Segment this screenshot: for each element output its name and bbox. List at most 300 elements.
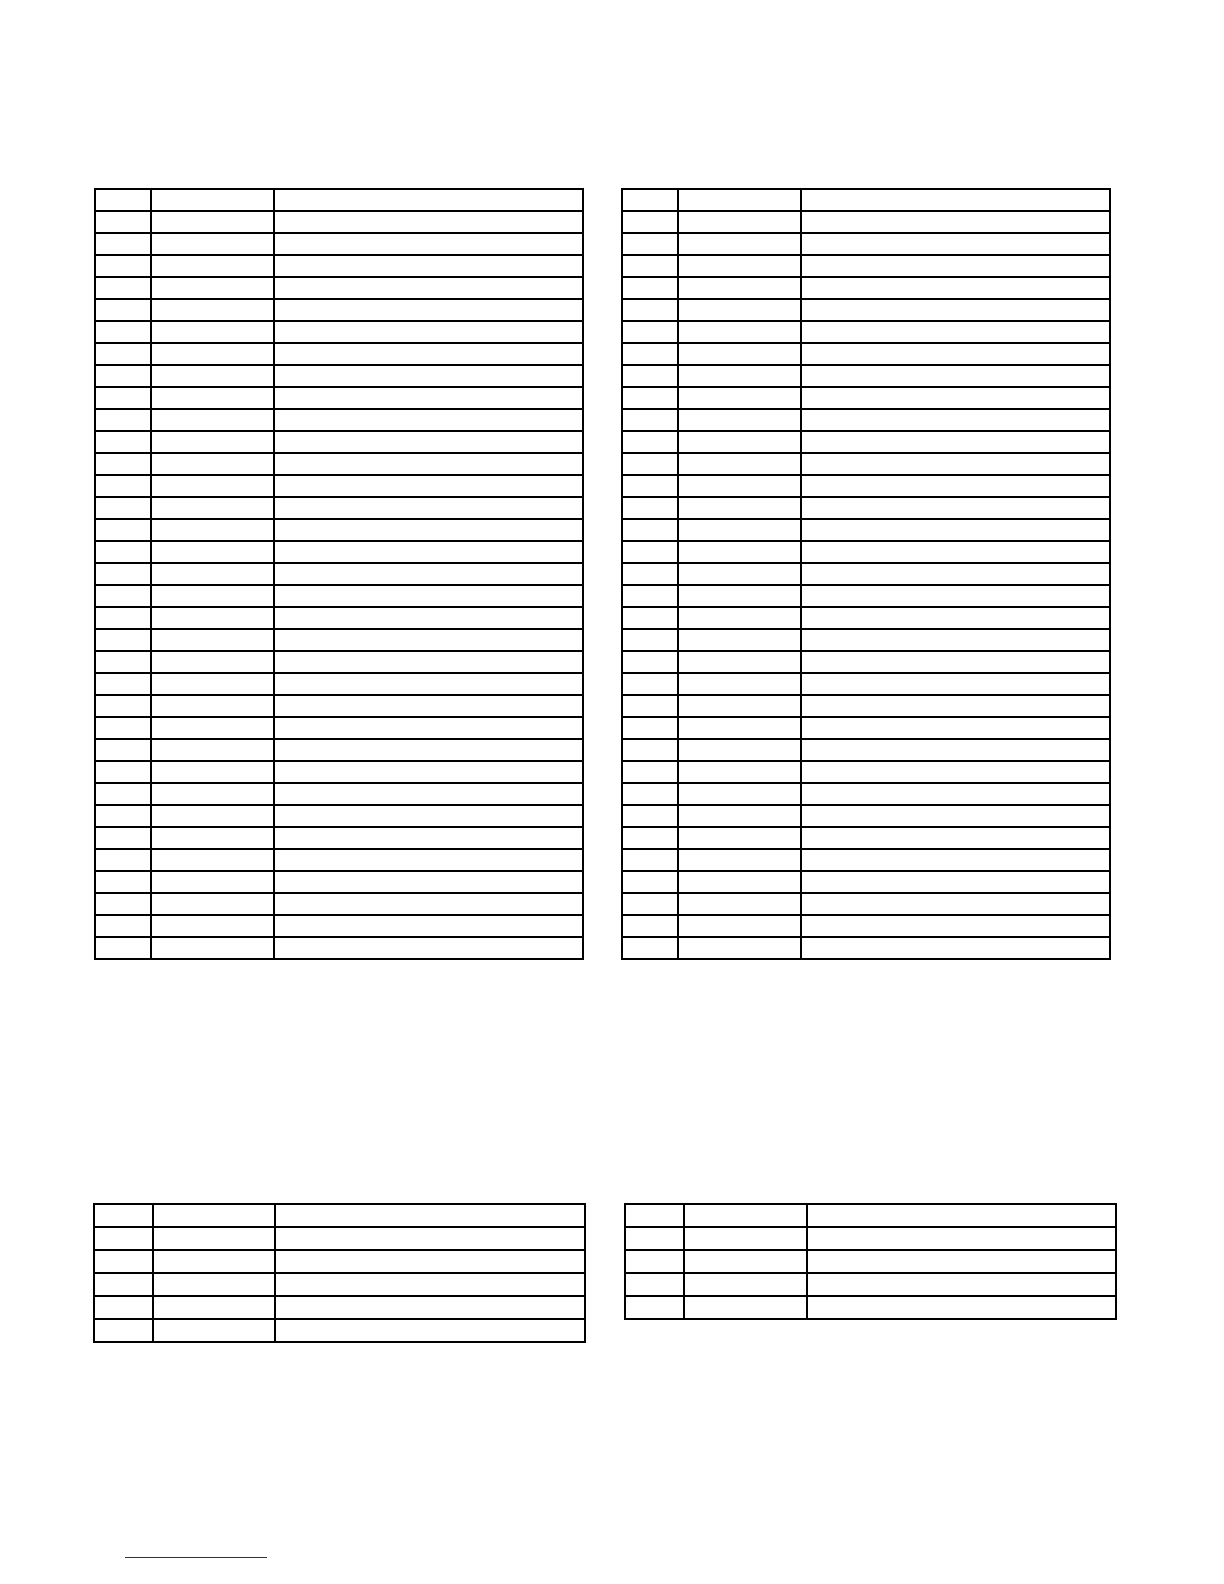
table-body [622,189,1110,959]
table-cell [151,277,274,299]
table-cell [95,211,151,233]
table-cell [801,871,1110,893]
table-row [622,915,1110,937]
table-body [95,189,583,959]
table-cell [274,849,583,871]
table-cell [622,431,678,453]
table-cell [274,915,583,937]
table-cell [678,827,801,849]
table-cell [622,695,678,717]
table-cell [274,739,583,761]
table-cell [274,805,583,827]
table-cell [801,277,1110,299]
table-cell [625,1227,684,1250]
table-cell [151,651,274,673]
table-cell [678,695,801,717]
table-cell [151,673,274,695]
table-cell [678,585,801,607]
table-row [95,827,583,849]
table-cell [622,563,678,585]
table-cell [274,893,583,915]
table-cell [274,585,583,607]
table-row [622,519,1110,541]
table-row [622,849,1110,871]
table-cell [95,585,151,607]
table-body [625,1204,1116,1319]
table-row [622,629,1110,651]
table-bottom-left [93,1203,586,1343]
table-cell [622,651,678,673]
table-cell [678,255,801,277]
table-cell [622,717,678,739]
table-row [94,1273,585,1296]
table-row [94,1227,585,1250]
table-row [95,761,583,783]
table-cell [801,629,1110,651]
table-row [622,343,1110,365]
table-cell [678,233,801,255]
table-row [622,761,1110,783]
table-cell [274,673,583,695]
table-row [622,563,1110,585]
table-row [94,1319,585,1342]
table-cell [801,189,1110,211]
table-cell [95,827,151,849]
table-cell [274,519,583,541]
table-cell [801,343,1110,365]
table-cell [151,871,274,893]
table-cell [274,783,583,805]
table-cell [151,299,274,321]
table-cell [153,1319,275,1342]
table-cell [151,761,274,783]
table-cell [625,1296,684,1319]
table-cell [801,255,1110,277]
table-cell [95,717,151,739]
table-cell [151,783,274,805]
table-row [622,453,1110,475]
table-cell [274,563,583,585]
table-row [622,431,1110,453]
table-cell [678,189,801,211]
table-cell [94,1296,153,1319]
table-row [95,321,583,343]
table-row [95,607,583,629]
table-cell [151,541,274,563]
table-cell [153,1250,275,1273]
table-cell [151,255,274,277]
table-cell [801,365,1110,387]
table-cell [622,453,678,475]
table-cell [95,277,151,299]
table-cell [801,783,1110,805]
table-row [622,805,1110,827]
table-cell [678,629,801,651]
table-cell [801,299,1110,321]
table-cell [274,233,583,255]
table-cell [801,321,1110,343]
table-cell [274,189,583,211]
table-cell [678,519,801,541]
table-cell [801,563,1110,585]
table-cell [275,1204,585,1227]
table-cell [678,541,801,563]
table-row [95,915,583,937]
table-row [95,211,583,233]
table-cell [274,255,583,277]
table-row [622,717,1110,739]
table-cell [95,761,151,783]
table-cell [151,849,274,871]
table-row [625,1250,1116,1273]
table-cell [94,1227,153,1250]
table-row [625,1273,1116,1296]
table-cell [678,475,801,497]
table-cell [678,365,801,387]
table-row [95,805,583,827]
table-row [625,1296,1116,1319]
table-cell [622,497,678,519]
table-cell [678,893,801,915]
table-row [94,1204,585,1227]
table-cell [151,409,274,431]
table-cell [801,431,1110,453]
table-cell [801,211,1110,233]
table-cell [151,497,274,519]
table-cell [275,1296,585,1319]
table-cell [678,299,801,321]
table-cell [151,607,274,629]
table-cell [801,585,1110,607]
table-cell [275,1227,585,1250]
table-row [95,277,583,299]
table-row [622,651,1110,673]
table-cell [95,497,151,519]
table-cell [151,717,274,739]
table-cell [95,519,151,541]
table-cell [678,761,801,783]
table-cell [678,211,801,233]
table-row [622,871,1110,893]
table-cell [151,937,274,959]
table-cell [625,1204,684,1227]
table-cell [274,607,583,629]
table-cell [801,651,1110,673]
table-cell [807,1250,1116,1273]
table-cell [274,651,583,673]
table-cell [622,189,678,211]
table-cell [274,387,583,409]
table-cell [801,475,1110,497]
table-cell [801,937,1110,959]
table-cell [678,409,801,431]
table-cell [622,739,678,761]
table-row [95,937,583,959]
table-cell [275,1250,585,1273]
table-cell [151,431,274,453]
table-cell [151,827,274,849]
table-cell [801,497,1110,519]
table-cell [622,387,678,409]
table-row [95,189,583,211]
table-cell [151,321,274,343]
table-cell [622,365,678,387]
table-cell [274,409,583,431]
table-row [95,343,583,365]
table-cell [622,805,678,827]
table-row [622,937,1110,959]
table-cell [94,1250,153,1273]
table-cell [622,299,678,321]
table-row [95,673,583,695]
table-cell [684,1273,807,1296]
table-cell [678,937,801,959]
table-row [622,255,1110,277]
table-cell [274,937,583,959]
footnote-separator-line [125,1557,267,1558]
table-row [95,563,583,585]
table-cell [684,1204,807,1227]
table-cell [151,695,274,717]
table-cell [678,849,801,871]
table-cell [678,563,801,585]
table-cell [801,827,1110,849]
table-cell [622,827,678,849]
table-row [622,783,1110,805]
table-row [622,695,1110,717]
table-cell [151,211,274,233]
table-cell [622,893,678,915]
table-cell [622,233,678,255]
table-cell [275,1319,585,1342]
table-row [95,497,583,519]
table-cell [274,761,583,783]
table-cell [801,893,1110,915]
table-top-left [94,188,584,960]
table-cell [678,387,801,409]
table-cell [274,453,583,475]
table-row [95,849,583,871]
table-cell [801,915,1110,937]
table-cell [807,1204,1116,1227]
table-top-right [621,188,1111,960]
table-cell [622,277,678,299]
table-cell [678,431,801,453]
table-row [95,783,583,805]
table-cell [274,541,583,563]
table-row [95,541,583,563]
table-cell [678,497,801,519]
table-cell [95,255,151,277]
table-cell [274,717,583,739]
table-cell [801,739,1110,761]
table-cell [95,233,151,255]
table-cell [622,519,678,541]
table-cell [622,849,678,871]
table-cell [151,233,274,255]
table-cell [801,805,1110,827]
table-cell [622,761,678,783]
table-row [622,365,1110,387]
table-row [95,233,583,255]
table-cell [153,1227,275,1250]
table-cell [151,893,274,915]
table-cell [274,299,583,321]
table-row [622,607,1110,629]
table-cell [807,1227,1116,1250]
table-cell [801,695,1110,717]
table-cell [274,497,583,519]
table-cell [622,321,678,343]
table-row [95,409,583,431]
table-cell [95,739,151,761]
table-row [95,299,583,321]
table-cell [622,211,678,233]
table-row [622,233,1110,255]
table-cell [801,849,1110,871]
table-cell [274,343,583,365]
table-row [95,651,583,673]
table-cell [95,299,151,321]
table-cell [678,321,801,343]
table-cell [151,453,274,475]
table-row [95,255,583,277]
table-cell [275,1273,585,1296]
table-cell [95,783,151,805]
table-cell [625,1273,684,1296]
table-row [622,409,1110,431]
table-row [622,299,1110,321]
table-row [95,717,583,739]
table-cell [95,541,151,563]
table-cell [95,651,151,673]
table-row [625,1204,1116,1227]
table-cell [622,585,678,607]
table-cell [678,915,801,937]
table-cell [622,629,678,651]
table-cell [274,431,583,453]
table-cell [95,805,151,827]
table-cell [151,189,274,211]
table-cell [95,365,151,387]
table-cell [151,387,274,409]
table-bottom-right [624,1203,1117,1320]
table-cell [622,673,678,695]
table-cell [801,519,1110,541]
table-row [94,1250,585,1273]
table-cell [622,607,678,629]
table-cell [274,321,583,343]
table-cell [678,783,801,805]
table-row [94,1296,585,1319]
table-cell [274,277,583,299]
table-cell [151,629,274,651]
table-row [95,695,583,717]
table-cell [151,915,274,937]
table-cell [151,343,274,365]
table-row [95,431,583,453]
table-row [622,475,1110,497]
table-row [622,189,1110,211]
table-cell [95,475,151,497]
table-cell [95,453,151,475]
table-cell [622,915,678,937]
table-cell [678,805,801,827]
table-cell [153,1273,275,1296]
table-body [94,1204,585,1342]
table-cell [678,607,801,629]
table-cell [678,453,801,475]
table-row [95,629,583,651]
table-cell [684,1227,807,1250]
table-row [95,365,583,387]
table-cell [274,695,583,717]
table-cell [807,1296,1116,1319]
table-cell [678,673,801,695]
table-row [622,497,1110,519]
table-cell [95,871,151,893]
table-cell [801,409,1110,431]
table-cell [95,629,151,651]
table-row [622,827,1110,849]
table-cell [622,871,678,893]
table-cell [95,321,151,343]
table-row [622,387,1110,409]
table-cell [801,541,1110,563]
table-cell [151,739,274,761]
table-cell [153,1296,275,1319]
table-row [622,211,1110,233]
table-cell [151,519,274,541]
table-cell [274,365,583,387]
table-cell [95,893,151,915]
table-cell [684,1296,807,1319]
table-cell [274,475,583,497]
table-cell [801,607,1110,629]
table-cell [274,827,583,849]
table-cell [153,1204,275,1227]
table-cell [678,871,801,893]
table-cell [678,651,801,673]
table-cell [274,871,583,893]
table-cell [801,717,1110,739]
table-cell [151,365,274,387]
table-cell [678,717,801,739]
table-cell [678,739,801,761]
table-cell [94,1319,153,1342]
table-cell [274,211,583,233]
table-cell [94,1273,153,1296]
table-row [622,673,1110,695]
table-row [95,453,583,475]
table-cell [622,255,678,277]
table-row [95,871,583,893]
table-row [95,519,583,541]
table-cell [625,1250,684,1273]
table-cell [95,409,151,431]
table-row [622,277,1110,299]
table-cell [678,343,801,365]
table-cell [95,387,151,409]
table-row [95,739,583,761]
table-row [622,893,1110,915]
table-cell [151,805,274,827]
table-cell [801,233,1110,255]
table-cell [95,189,151,211]
table-row [622,321,1110,343]
table-cell [95,431,151,453]
table-row [95,585,583,607]
